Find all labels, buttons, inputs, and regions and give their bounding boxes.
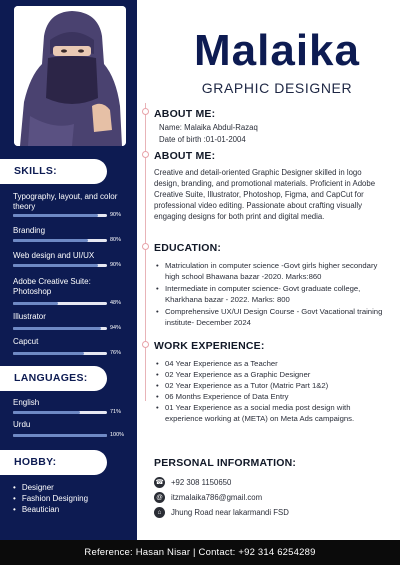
skill-bar-fill [13,264,98,267]
phone-icon: ☎ [155,479,164,486]
skill-bar [13,302,107,305]
education-item: • Intermediate in computer science- Govt graduate college, Kharkhana bazar - 2022. Marks: 800 [154,283,390,305]
education-list [154,260,390,329]
skill-bar [13,352,107,355]
experience-heading: WORK EXPERIENCE: [154,340,265,352]
about-heading: ABOUT ME: [154,108,216,120]
footer-reference: Reference: Hasan Nisar | Contact: +92 314 6254289 [84,547,316,558]
skill-bar-fill [13,239,88,242]
skill-label: Capcut [13,337,39,346]
about-heading-2: ABOUT ME: [154,150,216,162]
home-icon: ⌂ [154,507,165,518]
skill-percent: 80% [110,237,122,243]
resume-name: Malaika [194,26,360,75]
timeline-dot [142,243,149,250]
language-percent: 100% [110,432,125,438]
language-bar-fill [13,434,107,437]
skill-label: Typography, layout, and color theory [13,192,118,211]
skill-percent: 90% [110,212,122,218]
hobby-heading-pill [0,450,107,475]
timeline-dot [142,341,149,348]
hobby-list [13,482,88,515]
sidebar [0,0,137,540]
education-heading: EDUCATION: [154,242,222,254]
personal-heading: PERSONAL INFORMATION: [154,457,297,469]
timeline-line [145,103,146,401]
skill-bar-fill [13,214,98,217]
footer-bar [0,540,400,565]
education-item: • Comprehensive UX/UI Design Course - Govt Vacational training institute- December 2024 [154,306,390,328]
skill-bar-fill [13,352,84,355]
home-address: Jhung Road near lakarmandi FSD [171,508,289,517]
skill-percent: 76% [110,350,122,356]
skills-heading: SKILLS: [14,165,57,177]
email-icon: @ [154,492,165,503]
timeline-dot [142,108,149,115]
resume-role: GRAPHIC DESIGNER [201,80,353,96]
skill-percent: 90% [110,262,122,268]
experience-item: • 04 Year Experience as a Teacher [154,358,390,369]
experience-list [154,358,390,424]
education-item: • Matriculation in computer science -Govt girls higher secondary high school Bhawana bazar -2020. Marks:860 [154,260,390,282]
skill-bar [13,214,107,217]
experience-item: • 02 Year Experience as a Graphic Designer [154,369,390,380]
skills-heading-pill [0,159,107,184]
skill-label: Adobe Creative Suite: Photoshop [13,277,91,296]
phone-number: +92 308 1150650 [171,478,232,487]
language-label: Urdu [13,420,31,429]
languages-heading-pill [0,366,107,391]
experience-item: • 02 Year Experience as a Tutor (Matric Part 1&2) [154,380,390,391]
dob-line: Date of birth :01-01-2004 [159,135,246,144]
skill-label: Web design and UI/UX [13,251,95,260]
skill-label: Branding [13,226,46,235]
hobby-item: • Beautician [13,504,88,515]
name-line: Name: Malaika Abdul-Razaq [159,123,258,132]
skill-bar-fill [13,302,58,305]
email-address: itzmalaika786@gmail.com [171,493,263,502]
skill-bar [13,239,107,242]
hobby-item: • Fashion Designing [13,493,88,504]
skill-bar [13,264,107,267]
languages-heading: LANGUAGES: [14,372,88,384]
experience-item: • 01 Year Experience as a social media post design with experience working at (META) on Meta Ads campaigns. [154,402,390,424]
skill-percent: 48% [110,300,122,306]
hobby-heading: HOBBY: [14,456,57,468]
language-bar-fill [13,411,80,414]
about-paragraph: Creative and detail-oriented Graphic Designer skilled in logo design, branding, and promotional materials. Proficient in Adobe Creative Suite, Illustrator, Photoshop, Figma, and CapCut for professional video editing. Passionate about crafting visually engaging designs for both print and digital media. [154,168,376,222]
language-label: English [13,398,40,407]
language-percent: 71% [110,409,122,415]
skill-percent: 94% [110,325,122,331]
language-bar [13,411,107,414]
timeline-dot [142,151,149,158]
skill-bar [13,327,107,330]
skill-bar-fill [13,327,101,330]
language-bar [13,434,107,437]
experience-item: • 06 Months Experience of Data Entry [154,391,390,402]
profile-photo [14,6,126,146]
skill-label: Illustrator [13,312,46,321]
hobby-item: • Designer [13,482,88,493]
